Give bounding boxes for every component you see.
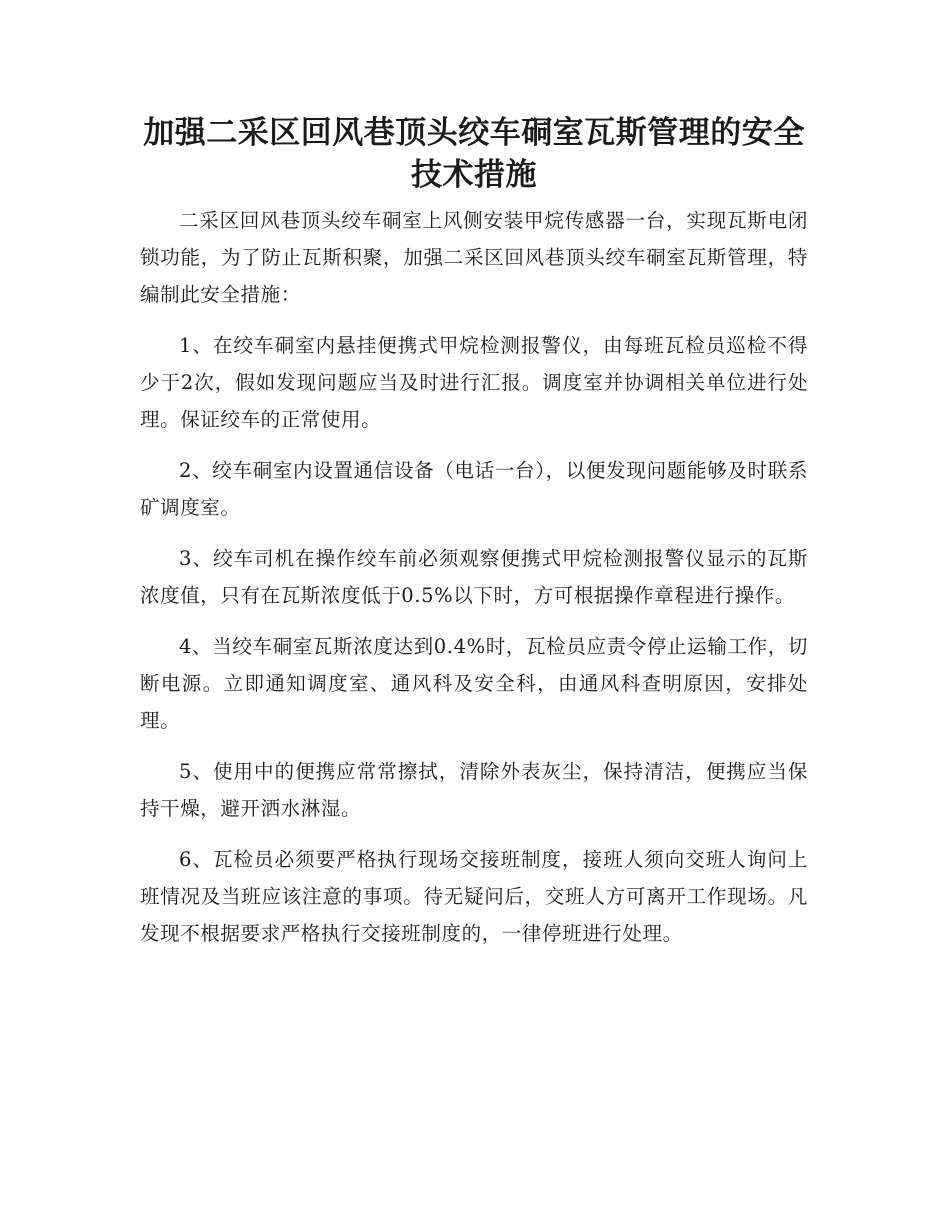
measure-item-4: 4、当绞车硐室瓦斯浓度达到0.4%时，瓦检员应责令停止运输工作，切断电源。立即通知调度室、通风科及安全科，由通风科查明原因，安排处理。 bbox=[140, 635, 808, 732]
intro-paragraph: 二采区回风巷顶头绞车硐室上风侧安装甲烷传感器一台，实现瓦斯电闭锁功能，为了防止瓦斯积聚，加强二采区回风巷顶头绞车硐室瓦斯管理，特编制此安全措施： bbox=[140, 209, 808, 306]
measure-item-2: 2、绞车硐室内设置通信设备（电话一台），以便发现问题能够及时联系矿调度室。 bbox=[140, 459, 808, 519]
measure-item-5: 5、使用中的便携应常常擦拭，清除外表灰尘，保持清洁，便携应当保持干燥，避开洒水淋湿。 bbox=[140, 760, 808, 820]
document-body bbox=[140, 112, 808, 966]
measure-item-1: 1、在绞车硐室内悬挂便携式甲烷检测报警仪，由每班瓦检员巡检不得少于2次，假如发现问题应当及时进行汇报。调度室并协调相关单位进行处理。保证绞车的正常使用。 bbox=[140, 334, 808, 431]
measure-item-6: 6、瓦检员必须要严格执行现场交接班制度，接班人须向交班人询问上班情况及当班应该注意的事项。待无疑问后，交班人方可离开工作现场。凡发现不根据要求严格执行交接班制度的，一律停班进行处理。 bbox=[140, 848, 808, 945]
document-title: 加强二采区回风巷顶头绞车硐室瓦斯管理的安全技术措施 bbox=[143, 115, 805, 193]
measure-item-3: 3、绞车司机在操作绞车前必须观察便携式甲烷检测报警仪显示的瓦斯浓度值，只有在瓦斯浓度低于0.5%以下时，方可根据操作章程进行操作。 bbox=[140, 547, 808, 607]
